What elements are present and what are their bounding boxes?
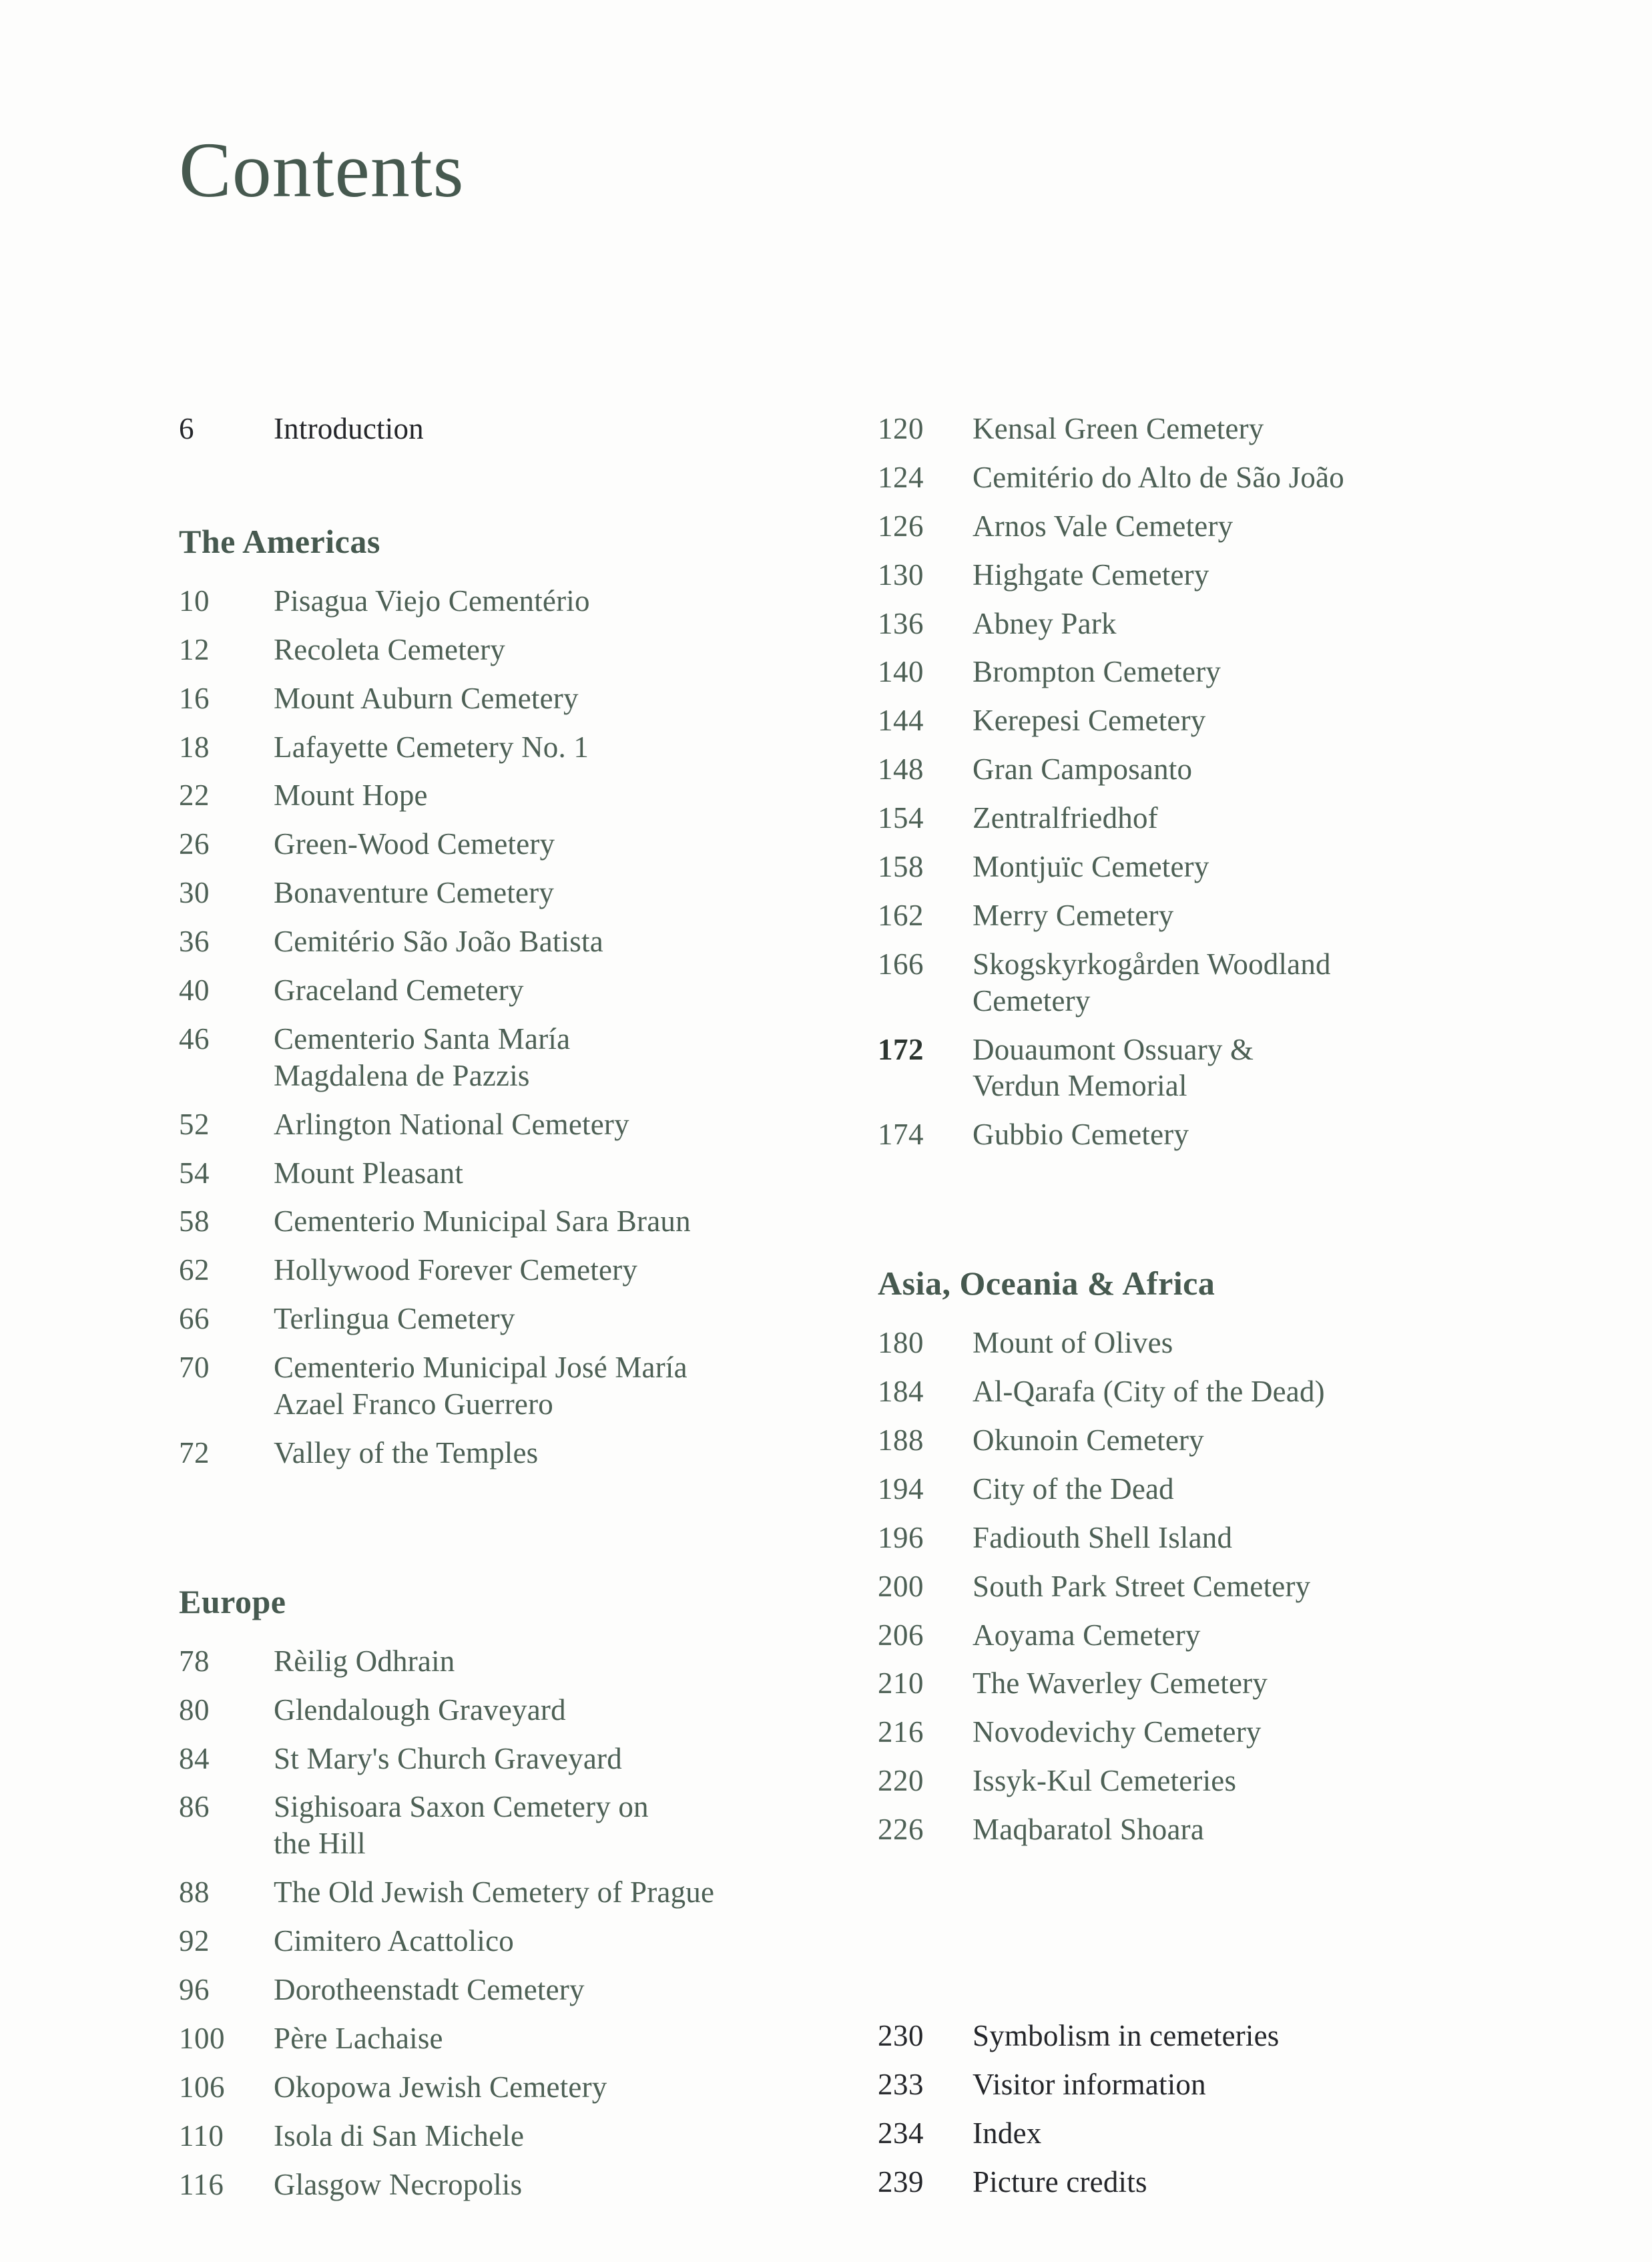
toc-page-number: 110: [179, 2118, 224, 2153]
toc-entry[interactable]: [179, 1741, 846, 1777]
toc-entry-title: Mount Pleasant: [274, 1156, 464, 1190]
toc-page-number: 26: [179, 827, 210, 861]
toc-entry-title: Cementerio Municipal Sara Braun: [274, 1204, 691, 1238]
toc-page-number: 6: [179, 412, 194, 445]
toc-entry[interactable]: [179, 1021, 846, 1094]
toc-entry[interactable]: [179, 411, 846, 447]
toc-entry[interactable]: [878, 508, 1559, 545]
toc-entry[interactable]: [179, 1643, 846, 1680]
toc-entry[interactable]: [878, 606, 1559, 642]
toc-entry[interactable]: [179, 875, 846, 911]
toc-entry[interactable]: [878, 849, 1559, 885]
toc-page-number: 220: [878, 1764, 924, 1798]
toc-entry[interactable]: [878, 411, 1559, 447]
spacer: [179, 1620, 846, 1643]
spacer: [179, 560, 846, 583]
toc-page-number: 86: [179, 1790, 210, 1824]
toc-page-number: 216: [878, 1715, 924, 1749]
toc-entry-title: Bonaventure Cemetery: [274, 876, 555, 910]
toc-page-number: 22: [179, 778, 210, 813]
toc-page-number: 62: [179, 1253, 210, 1287]
toc-entry[interactable]: [878, 1665, 1559, 1702]
toc-entry-title: Isola di San Michele: [274, 2118, 525, 2153]
toc-entry[interactable]: [878, 1116, 1559, 1153]
toc-entry-title: South Park Street Cemetery: [973, 1569, 1311, 1603]
toc-page-number: 72: [179, 1435, 210, 1469]
toc-page-number: 226: [878, 1813, 924, 1847]
toc-entry-title: Al-Qarafa (City of the Dead): [973, 1375, 1325, 1409]
toc-entry-title: Picture credits: [973, 2165, 1147, 2199]
toc-entry-title: Glendalough Graveyard: [274, 1692, 566, 1727]
toc-entry[interactable]: [878, 1325, 1559, 1361]
section-heading-the-americas: The Americas: [179, 522, 380, 560]
toc-entry[interactable]: [878, 654, 1559, 690]
toc-entry-title-line1: Sighisoara Saxon Cemetery on: [274, 1790, 649, 1824]
toc-page-number: 194: [878, 1472, 924, 1506]
toc-entry-title: Okopowa Jewish Cemetery: [274, 2070, 607, 2104]
toc-entry[interactable]: [179, 826, 846, 863]
toc-entry-title: [274, 1349, 846, 1423]
toc-entry-title: Valley of the Temples: [274, 1435, 539, 1469]
toc-entry-title: Merry Cemetery: [973, 898, 1174, 932]
toc-entry-title: Novodevichy Cemetery: [973, 1715, 1262, 1749]
toc-page-number: 188: [878, 1423, 924, 1457]
toc-page-number: 136: [878, 606, 924, 640]
toc-entry-title: Mount Hope: [274, 778, 428, 813]
contents-column-left: [179, 411, 846, 2215]
toc-page-number: 96: [179, 1973, 210, 2007]
toc-entry-title-line2: the Hill: [274, 1827, 366, 1861]
toc-page-number: 162: [878, 898, 924, 932]
spacer: [878, 1302, 1559, 1325]
page-title: Contents: [179, 126, 465, 214]
toc-entry-title-line1: Douaumont Ossuary &: [973, 1032, 1254, 1066]
toc-entry[interactable]: [179, 2167, 846, 2203]
toc-entry[interactable]: [878, 459, 1559, 496]
toc-entry-title: Visitor information: [973, 2067, 1206, 2101]
toc-entry[interactable]: [179, 1923, 846, 1960]
toc-entry-title: Kerepesi Cemetery: [973, 704, 1206, 738]
toc-entry-title: Mount Auburn Cemetery: [274, 681, 579, 715]
toc-page-number: 172: [878, 1032, 924, 1066]
toc-entry[interactable]: [179, 923, 846, 960]
toc-entry[interactable]: [179, 2118, 846, 2155]
toc-page-number: 30: [179, 876, 210, 910]
toc-entry[interactable]: [878, 946, 1559, 1020]
contents-column-right: [878, 411, 1559, 2213]
toc-entry-title: The Old Jewish Cemetery of Prague: [274, 1875, 715, 1909]
toc-page-number: 126: [878, 509, 924, 543]
toc-entry[interactable]: [878, 1617, 1559, 1654]
toc-entry-title: Aoyama Cemetery: [973, 1618, 1201, 1652]
toc-entry-title: [274, 1789, 846, 1862]
toc-entry-title: Mount of Olives: [973, 1326, 1173, 1360]
toc-page-number: 239: [878, 2165, 924, 2199]
toc-page-number: 174: [878, 1118, 924, 1152]
toc-page-number: 184: [878, 1375, 924, 1409]
toc-entry-title: Graceland Cemetery: [274, 973, 524, 1007]
toc-entry[interactable]: [179, 583, 846, 620]
toc-page-number: 46: [179, 1022, 210, 1056]
toc-entry-title: [274, 1021, 846, 1094]
toc-entry-title: Terlingua Cemetery: [274, 1302, 515, 1336]
toc-page-number: 80: [179, 1692, 210, 1727]
toc-entry-title: Cemitério do Alto de São João: [973, 460, 1344, 494]
toc-page-number: 78: [179, 1644, 210, 1678]
toc-page-number: 36: [179, 925, 210, 959]
toc-entry[interactable]: [179, 1349, 846, 1423]
toc-page-number: 88: [179, 1875, 210, 1909]
toc-entry-title-line2: Azael Franco Guerrero: [274, 1387, 553, 1421]
toc-page-number: 158: [878, 850, 924, 884]
toc-page-number: 18: [179, 730, 210, 764]
toc-entry-title-line2: Magdalena de Pazzis: [274, 1058, 530, 1092]
toc-entry[interactable]: [179, 972, 846, 1009]
toc-entry-title: Glasgow Necropolis: [274, 2167, 523, 2201]
toc-page-number: 40: [179, 973, 210, 1007]
toc-page-number: 12: [179, 632, 210, 666]
toc-entry[interactable]: [179, 1155, 846, 1192]
toc-entry-title: Abney Park: [973, 606, 1117, 640]
toc-page-number: 230: [878, 2019, 924, 2053]
toc-page-number: 210: [878, 1666, 924, 1701]
toc-page-number: 84: [179, 1741, 210, 1775]
section-heading-europe: Europe: [179, 1582, 286, 1620]
toc-entry-title: Issyk-Kul Cemeteries: [973, 1764, 1237, 1798]
toc-entry[interactable]: [878, 1471, 1559, 1508]
toc-entry[interactable]: [179, 1252, 846, 1289]
toc-page-number: 196: [878, 1520, 924, 1554]
toc-entry-title: Cimitero Acattolico: [274, 1924, 514, 1958]
toc-entry[interactable]: [179, 1789, 846, 1862]
toc-page-number: 206: [878, 1618, 924, 1652]
toc-page-number: 234: [878, 2116, 924, 2150]
toc-entry[interactable]: [878, 1422, 1559, 1459]
toc-entry[interactable]: [179, 2069, 846, 2106]
toc-page-number: 130: [878, 557, 924, 592]
toc-entry[interactable]: [878, 751, 1559, 788]
toc-entry[interactable]: [878, 1568, 1559, 1605]
toc-page-number: 100: [179, 2021, 225, 2055]
toc-entry-title-line2: Cemetery: [973, 983, 1091, 1017]
toc-entry-title: Dorotheenstadt Cemetery: [274, 1973, 585, 2007]
toc-entry-title: Lafayette Cemetery No. 1: [274, 730, 589, 764]
toc-entry-title: Maqbaratol Shoara: [973, 1813, 1205, 1847]
toc-entry[interactable]: [179, 1874, 846, 1911]
toc-entry[interactable]: [179, 2020, 846, 2057]
toc-entry-title: Index: [973, 2116, 1042, 2150]
toc-entry[interactable]: [878, 702, 1559, 739]
toc-entry[interactable]: [878, 2066, 1559, 2103]
toc-entry-title: Introduction: [274, 412, 424, 445]
toc-page-number: 200: [878, 1569, 924, 1603]
toc-page-number: 10: [179, 584, 210, 618]
toc-entry-title: City of the Dead: [973, 1472, 1174, 1506]
toc-entry[interactable]: [179, 1301, 846, 1337]
toc-entry-title: Recoleta Cemetery: [274, 632, 505, 666]
spacer: [179, 459, 846, 523]
toc-entry[interactable]: [179, 1106, 846, 1143]
toc-page-number: 70: [179, 1351, 210, 1385]
spacer: [878, 1860, 1559, 2018]
toc-page-number: 120: [878, 412, 924, 445]
toc-page-number: 66: [179, 1302, 210, 1336]
toc-entry[interactable]: [179, 729, 846, 766]
toc-entry-title: Fadiouth Shell Island: [973, 1520, 1233, 1554]
toc-entry-title: Kensal Green Cemetery: [973, 412, 1264, 445]
toc-entry-title: [973, 1032, 1559, 1105]
toc-page-number: 140: [878, 655, 924, 689]
toc-entry[interactable]: [878, 1811, 1559, 1848]
toc-entry-title-line1: Skogskyrkogården Woodland: [973, 947, 1331, 981]
toc-page-number: 58: [179, 1204, 210, 1238]
toc-entry[interactable]: [878, 2164, 1559, 2201]
toc-entry-title: Gran Camposanto: [973, 752, 1193, 786]
toc-entry-title: Highgate Cemetery: [973, 557, 1209, 592]
toc-entry[interactable]: [179, 1692, 846, 1729]
toc-entry-title: Brompton Cemetery: [973, 655, 1221, 689]
toc-page-number: 54: [179, 1156, 210, 1190]
toc-entry[interactable]: [179, 1203, 846, 1240]
toc-entry-title: Père Lachaise: [274, 2021, 443, 2055]
toc-entry[interactable]: [179, 680, 846, 717]
toc-page-number: 116: [179, 2167, 224, 2201]
toc-entry-title: Hollywood Forever Cemetery: [274, 1253, 638, 1287]
section-heading-asia-oceania-africa: Asia, Oceania & Africa: [878, 1265, 1215, 1303]
toc-entry-title: The Waverley Cemetery: [973, 1666, 1268, 1701]
toc-page-number: 16: [179, 681, 210, 715]
spacer: [179, 1484, 846, 1584]
toc-entry[interactable]: [878, 2115, 1559, 2152]
toc-entry[interactable]: [878, 1763, 1559, 1799]
toc-entry-title: Arlington National Cemetery: [274, 1107, 629, 1141]
toc-entry-title: Symbolism in cemeteries: [973, 2019, 1280, 2053]
toc-entry-title: Pisagua Viejo Cementério: [274, 584, 590, 618]
toc-entry[interactable]: [878, 800, 1559, 837]
toc-page-number: 166: [878, 947, 924, 981]
toc-entry-title-line1: Cementerio Santa María: [274, 1022, 571, 1056]
toc-entry[interactable]: [179, 632, 846, 668]
toc-entry-title: Green-Wood Cemetery: [274, 827, 555, 861]
toc-page-number: 92: [179, 1924, 210, 1958]
toc-entry[interactable]: [179, 777, 846, 814]
toc-entry-title: St Mary's Church Graveyard: [274, 1741, 622, 1775]
toc-entry[interactable]: [878, 897, 1559, 934]
toc-entry-title: Montjuïc Cemetery: [973, 850, 1209, 884]
toc-page-number: 180: [878, 1326, 924, 1360]
toc-entry-title-line1: Cementerio Municipal José María: [274, 1351, 687, 1385]
toc-entry-title: Zentralfriedhof: [973, 801, 1158, 835]
toc-entry[interactable]: [878, 1520, 1559, 1556]
toc-entry[interactable]: [878, 1714, 1559, 1751]
toc-entry[interactable]: [878, 2018, 1559, 2054]
toc-page-number: 106: [179, 2070, 225, 2104]
toc-entry-title: Rèilig Odhrain: [274, 1644, 455, 1678]
toc-entry-title: Gubbio Cemetery: [973, 1118, 1189, 1152]
toc-page-number: 124: [878, 460, 924, 494]
toc-page-number: 148: [878, 752, 924, 786]
toc-entry[interactable]: [878, 1373, 1559, 1410]
toc-page-number: 154: [878, 801, 924, 835]
toc-entry-title: Cemitério São João Batista: [274, 925, 603, 959]
toc-entry-title: Okunoin Cemetery: [973, 1423, 1204, 1457]
toc-page-number: 52: [179, 1107, 210, 1141]
toc-entry[interactable]: [878, 557, 1559, 594]
toc-entry-title: [973, 946, 1559, 1020]
toc-page-number: 144: [878, 704, 924, 738]
toc-entry[interactable]: [878, 1032, 1559, 1105]
spacer: [878, 1165, 1559, 1265]
toc-entry-title: Arnos Vale Cemetery: [973, 509, 1233, 543]
toc-page-number: 233: [878, 2067, 924, 2101]
toc-entry[interactable]: [179, 1972, 846, 2008]
toc-entry[interactable]: [179, 1435, 846, 1472]
toc-entry-title-line2: Verdun Memorial: [973, 1069, 1187, 1103]
